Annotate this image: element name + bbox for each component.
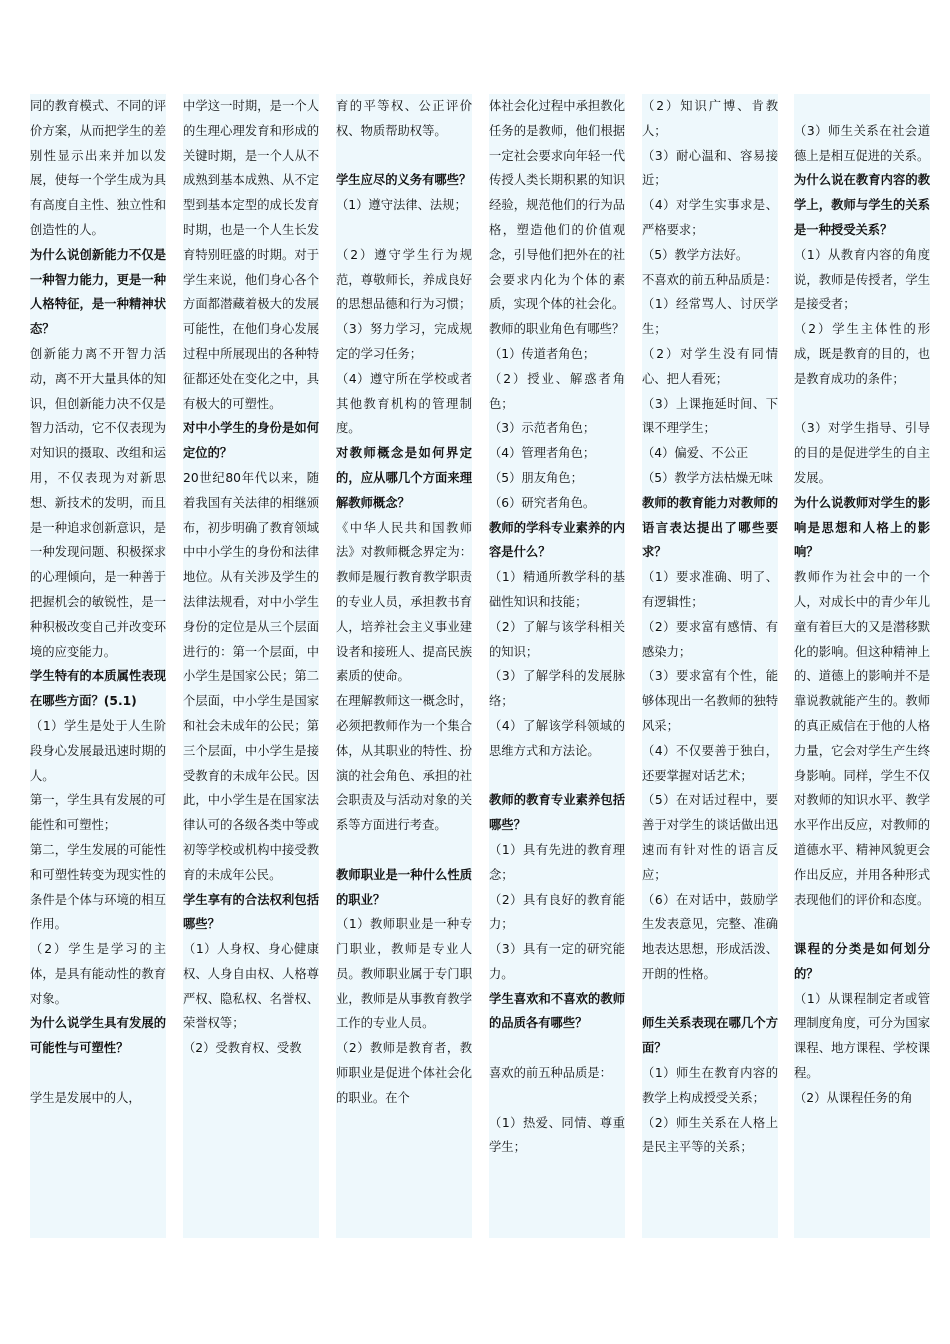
- paragraph: （6）在对话中，鼓励学生发表意见，完整、准确地表达思想，形成活泼、开朗的性格。: [642, 892, 778, 981]
- paragraph: （4）管理者角色；: [489, 446, 596, 461]
- paragraph: （1）学生是处于人生阶段身心发展最迅速时期的人。: [30, 718, 166, 783]
- blank-line: [794, 912, 930, 937]
- question-heading: 学生特有的本质属性表现在哪些方面？(5.1): [30, 669, 166, 709]
- paragraph: 喜欢的前五种品质是：: [489, 1066, 612, 1081]
- blank-line: [489, 764, 625, 789]
- question-heading: 为什么说教师对学生的影响是思想和人格上的影响？: [794, 495, 930, 560]
- paragraph: （1）遵守法律、法规；: [336, 198, 467, 213]
- blank-line: [794, 392, 930, 417]
- paragraph: 同的教育模式、不同的评价方案，从而把学生的差别性显示出来并加以发展，使每一个学生成为具有高度自主性、独立性和创造性的人。: [30, 99, 166, 237]
- paragraph: （5）教学方法好。: [642, 247, 749, 262]
- paragraph: 育的平等权、公正评价权、物质帮助权等。: [336, 99, 472, 138]
- blank-line: [642, 987, 778, 1012]
- paragraph: （1）教师职业是一种专门职业，教师是专业人员。教师职业属于专门职业，教师是从事教育教学工作的专业人员。: [336, 917, 472, 1031]
- paragraph: （3）要求富有个性，能够体现出一名教师的独特风采；: [642, 669, 778, 733]
- paragraph: （3）示范者角色；: [489, 421, 596, 436]
- paragraph: （4）遵守所在学校或者其他教育机构的管理制度。: [336, 371, 472, 436]
- question-heading: 学生喜欢和不喜欢的教师的品质各有哪些？: [489, 991, 625, 1031]
- paragraph: 中学这一时期，是一个人的生理心理发育和形成的关键时期，是一个人从不成熟到基本成熟、从不定型到基本定型的成长发育时期，也是一个人生长发育特别旺盛的时期。对于学生来说，他们身心各个方面都潜藏着极大的发展可能性，在他们身心发展过程中所展现出的各种特征都还处在变化之中，具有极大的可塑性。: [183, 99, 319, 411]
- paragraph: 《中华人民共和国教师法》对教师概念界定为：教师是履行教育教学职责的专业人员，承担教书育人，培养社会主义事业建设者和接班人、提高民族素质的使命。: [336, 520, 472, 684]
- paragraph: （3）对学生指导、引导的目的是促进学生的自主发展。: [794, 421, 930, 485]
- paragraph: （1）具有先进的教育理念；: [489, 842, 625, 882]
- blank-line: [30, 1061, 166, 1086]
- question-heading: 学生应尽的义务有哪些？: [336, 173, 472, 188]
- paragraph: （2）遵守学生行为规范，尊敬师长，养成良好的思想品德和行为习惯；: [336, 247, 472, 312]
- paragraph: （1）要求准确、明了、有逻辑性；: [642, 570, 778, 609]
- paragraph: （2）知识广博、肯教人；: [642, 99, 778, 138]
- paragraph: （1）从课程制定者或管理制度角度，可分为国家课程、地方课程、学校课程。: [794, 991, 930, 1081]
- question-heading: 为什么说学生具有发展的可能性与可塑性？: [30, 1016, 166, 1056]
- question-heading: 教师的学科专业素养的内容是什么？: [489, 520, 625, 560]
- paragraph: 教师作为社会中的一个人，对成长中的青少年儿童有着巨大的又是潜移默化的影响。但这种精神上的、道德上的影响并不是靠说教就能产生的。教师的真正威信在于他的人格力量，它会对学生产生终身影响。同样，学生不仅对教师的知识水平、教学水平作出反应，对教师的道德水平、精神风貌更会作出反应，并用各种形式表现他们的评价和态度。: [794, 570, 930, 907]
- paragraph: （2）学生是学习的主体，是具有能动性的教育对象。: [30, 942, 166, 1006]
- paragraph: （2）具有良好的教育能力；: [489, 892, 625, 932]
- blank-line: [336, 144, 472, 169]
- paragraph: （5）朋友角色；: [489, 470, 583, 485]
- paragraph: （4）了解该学科领域的思维方式和方法论。: [489, 718, 625, 758]
- question-heading: 对教师概念是如何界定的，应从哪几个方面来理解教师概念？: [336, 446, 472, 510]
- text-column-3: [336, 94, 472, 1238]
- paragraph: 体社会化过程中承担教化任务的是教师，他们根据一定社会要求向年轻一代传授人类长期积累的知识经验，规范他们的行为品格，塑造他们的价值观念，引导他们把外在的社会要求内化为个体的素质，实现个体的社会化。: [489, 99, 625, 312]
- paragraph: （1）师生在教育内容的教学上构成授受关系；: [642, 1066, 778, 1105]
- paragraph: （2）受教育权、受教: [183, 1041, 302, 1056]
- paragraph: （3）师生关系在社会道德上是相互促进的关系。: [794, 123, 930, 163]
- text-column-6: [794, 94, 930, 1238]
- paragraph: （1）人身权、身心健康权、人身自由权、人格尊严权、隐私权、名誉权、荣誉权等；: [183, 942, 319, 1031]
- paragraph: （1）经常骂人、讨厌学生；: [642, 297, 778, 337]
- paragraph: 创新能力离不开智力活动，离不开大量具体的知识，但创新能力决不仅是智力活动，它不仅表现为对知识的摄取、改组和运用，不仅表现为对新思想、新技术的发明，而且是一种追求创新意识，是一种发现问题、积极探求的心理倾向，是一种善于把握机会的敏锐性，是一种积极改变自己并改变环境的应变能力。: [30, 346, 166, 659]
- paragraph: （1）传道者角色；: [489, 346, 596, 361]
- paragraph: 20世纪80年代以来，随着我国有关法律的相继颁布，初步明确了教育领域中中小学生的身份和法律地位。从有关涉及学生的法律法规看，对中小学生身份的定位是从三个层面进行的：第一个层面，中小学生是国家公民；第二个层面，中小学生是国家和社会未成年的公民；第三个层面，中小学生是接受教育的未成年公民。因此，中小学生是在国家法律认可的各级各类中等或初等学校或机构中接受教育的未成年公民。: [183, 470, 319, 882]
- blank-line: [794, 94, 930, 119]
- question-heading: 课程的分类是如何划分的？: [794, 942, 930, 981]
- question-heading: 教师的教育能力对教师的语言表达提出了哪些要求？: [642, 495, 778, 560]
- paragraph: （2）师生关系在人格上是民主平等的关系；: [642, 1115, 778, 1155]
- text-column-1: [30, 94, 166, 1238]
- paragraph: 在理解教师这一概念时，必须把教师作为一个集合体，从其职业的特性、扮演的社会角色、承担的社会职责及与活动对象的关系等方面进行考查。: [336, 694, 472, 833]
- paragraph: （2）学生主体性的形成，既是教育的目的，也是教育成功的条件；: [794, 322, 930, 386]
- paragraph: 学生是发展中的人，: [30, 1090, 141, 1105]
- question-heading: 对中小学生的身份是如何定位的？: [183, 421, 319, 461]
- blank-line: [336, 218, 472, 243]
- paragraph: （2）教师是教育者，教师职业是促进个体社会化的职业。在个: [336, 1041, 472, 1105]
- paragraph: （1）精通所教学科的基础性知识和技能；: [489, 570, 625, 609]
- paragraph: （6）研究者角色。: [489, 495, 596, 510]
- paragraph: （4）偏爱、不公正: [642, 446, 749, 461]
- question-heading: 为什么说在教育内容的教学上，教师与学生的关系是一种授受关系？: [794, 173, 930, 237]
- question-heading: 教师的教育专业素养包括哪些？: [489, 793, 625, 833]
- paragraph: （2）从课程任务的角: [794, 1090, 913, 1105]
- question-heading: 教师职业是一种什么性质的职业？: [336, 867, 472, 907]
- paragraph: （1）热爱、同情、尊重学生；: [489, 1115, 625, 1155]
- blank-line: [489, 1086, 625, 1111]
- paragraph: （3）上课拖延时间、下课不理学生；: [642, 396, 778, 436]
- question-heading: 为什么说创新能力不仅是一种智力能力，更是一种人格特征，是一种精神状态？: [30, 247, 166, 337]
- text-column-4: [489, 94, 625, 1238]
- text-column-5: [642, 94, 778, 1238]
- paragraph: （4）对学生实事求是、严格要求；: [642, 198, 778, 237]
- paragraph: （3）耐心温和、容易接近；: [642, 148, 778, 188]
- question-heading: 师生关系表现在哪几个方面？: [642, 1016, 778, 1056]
- paragraph: （2）授业、解惑者角色；: [489, 371, 625, 411]
- blank-line: [489, 1036, 625, 1061]
- paragraph: （5）教学方法枯燥无味: [642, 470, 773, 485]
- paragraph: 第二，学生发展的可能性和可塑性转变为现实性的条件是个体与环境的相互作用。: [30, 842, 166, 932]
- paragraph: （5）在对话过程中，要善于对学生的谈话做出迅速而有针对性的语言反应；: [642, 793, 778, 882]
- paragraph: （2）要求富有感情、有感染力；: [642, 619, 778, 659]
- question-heading: 学生享有的合法权利包括哪些？: [183, 892, 319, 932]
- paragraph: （3）具有一定的研究能力。: [489, 942, 625, 981]
- text-column-2: [183, 94, 319, 1238]
- paragraph: （1）从教育内容的角度说，教师是传授者，学生是接受者；: [794, 247, 930, 312]
- paragraph: 不喜欢的前五种品质是：: [642, 272, 778, 287]
- paragraph: 第一，学生具有发展的可能性和可塑性；: [30, 793, 166, 833]
- paragraph: （3）了解学科的发展脉络；: [489, 669, 625, 709]
- paragraph: （4）不仅要善于独白，还要掌握对话艺术；: [642, 743, 778, 783]
- blank-line: [336, 838, 472, 863]
- paragraph: （2）了解与该学科相关的知识；: [489, 619, 625, 659]
- paragraph: （2）对学生没有同情心、把人看死；: [642, 346, 778, 386]
- paragraph: （3）努力学习，完成规定的学习任务；: [336, 322, 472, 361]
- document-page: [30, 94, 930, 1260]
- paragraph: 教师的职业角色有哪些？: [489, 322, 625, 337]
